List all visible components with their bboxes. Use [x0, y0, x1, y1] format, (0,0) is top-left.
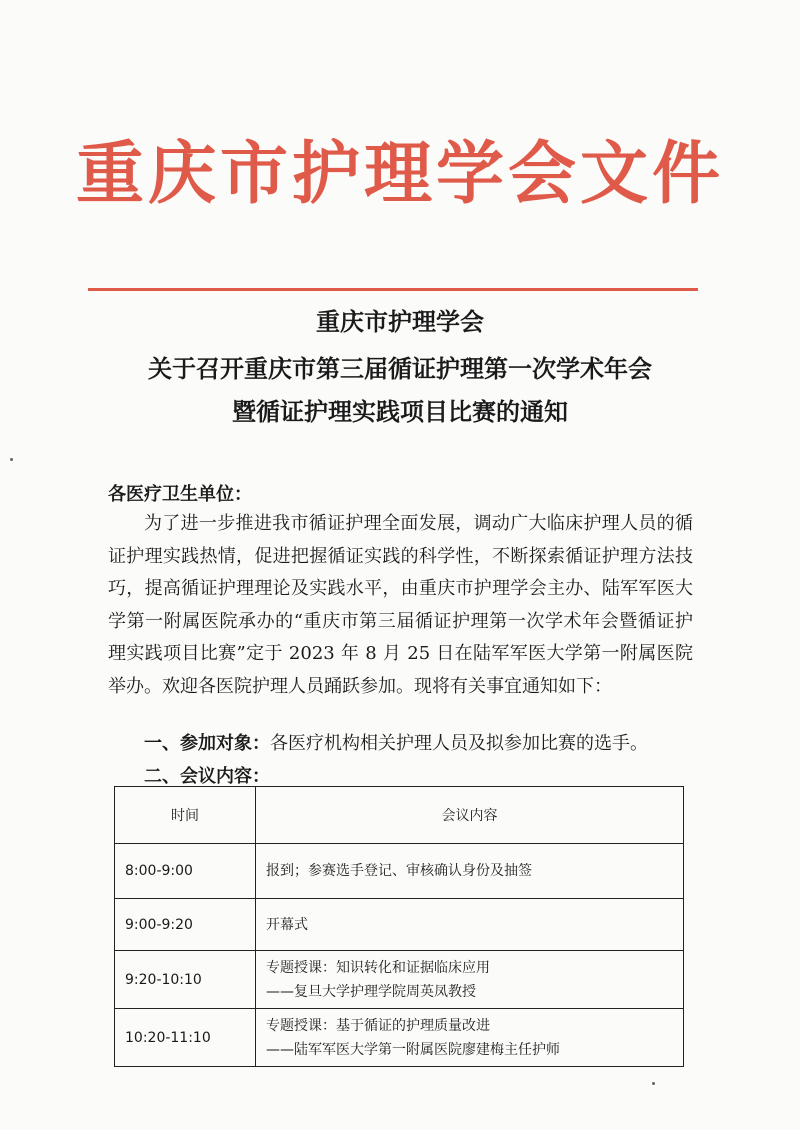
agenda-table [114, 786, 684, 1067]
section-text: 各医疗机构相关护理人员及拟参加比赛的选手。 [270, 733, 648, 754]
row-content-speaker: ——复旦大学护理学院周英凤教授 [266, 983, 476, 1000]
row-content [256, 1009, 684, 1067]
masthead-title: 重庆市护理学会文件 [75, 134, 724, 214]
title-line-1: 重庆市护理学会 [316, 307, 484, 336]
table-header-row [115, 787, 684, 844]
scan-speck [10, 458, 13, 461]
header-time: 时间 [115, 787, 256, 844]
row-content [256, 951, 684, 1009]
table-row [115, 1009, 684, 1067]
row-content [256, 844, 684, 899]
row-time: 10:20-11:10 [115, 1009, 256, 1067]
section-label: 二、会议内容： [144, 766, 270, 787]
title-line-2: 关于召开重庆市第三届循证护理第一次学术年会 [148, 354, 652, 383]
section-agenda [144, 768, 270, 786]
red-divider [88, 288, 698, 291]
table-row [115, 844, 684, 899]
scan-speck [652, 1082, 655, 1085]
intro-paragraph: 为了进一步推进我市循证护理全面发展，调动广大临床护理人员的循证护理实践热情，促进把握循证实践的科学性，不断探索循证护理方法技巧，提高循证护理理论及实践水平，由重庆市护理学会主办、陆军军医大学第一附属医院承办的“重庆市第三届循证护理第一次学术年会暨循证护理实践项目比赛”定于 2023 年 8 月 25 日在陆军军医大学第一附属医院举办。欢迎各医院护理人员踊跃参加。现将有关事宜通知如下： [108, 513, 693, 697]
row-content-line: 报到；参赛选手登记、审核确认身份及抽签 [266, 863, 532, 879]
salutation: 各医疗卫生单位： [108, 484, 252, 505]
row-time: 8:00-9:00 [115, 844, 256, 899]
table-row [115, 899, 684, 951]
row-content-line: 开幕式 [266, 916, 308, 933]
row-content-line: 专题授课：知识转化和证据临床应用 [266, 959, 490, 976]
row-content [256, 899, 684, 951]
row-content-speaker: ——陆军军医大学第一附属医院廖建梅主任护师 [266, 1041, 560, 1058]
title-line-3: 暨循证护理实践项目比赛的通知 [232, 397, 568, 426]
section-participants [144, 735, 648, 753]
row-time: 9:00-9:20 [115, 899, 256, 951]
row-content-line: 专题授课：基于循证的护理质量改进 [266, 1017, 490, 1034]
table-row [115, 951, 684, 1009]
row-time: 9:20-10:10 [115, 951, 256, 1009]
header-content: 会议内容 [256, 787, 684, 844]
section-label: 一、参加对象： [144, 733, 270, 754]
